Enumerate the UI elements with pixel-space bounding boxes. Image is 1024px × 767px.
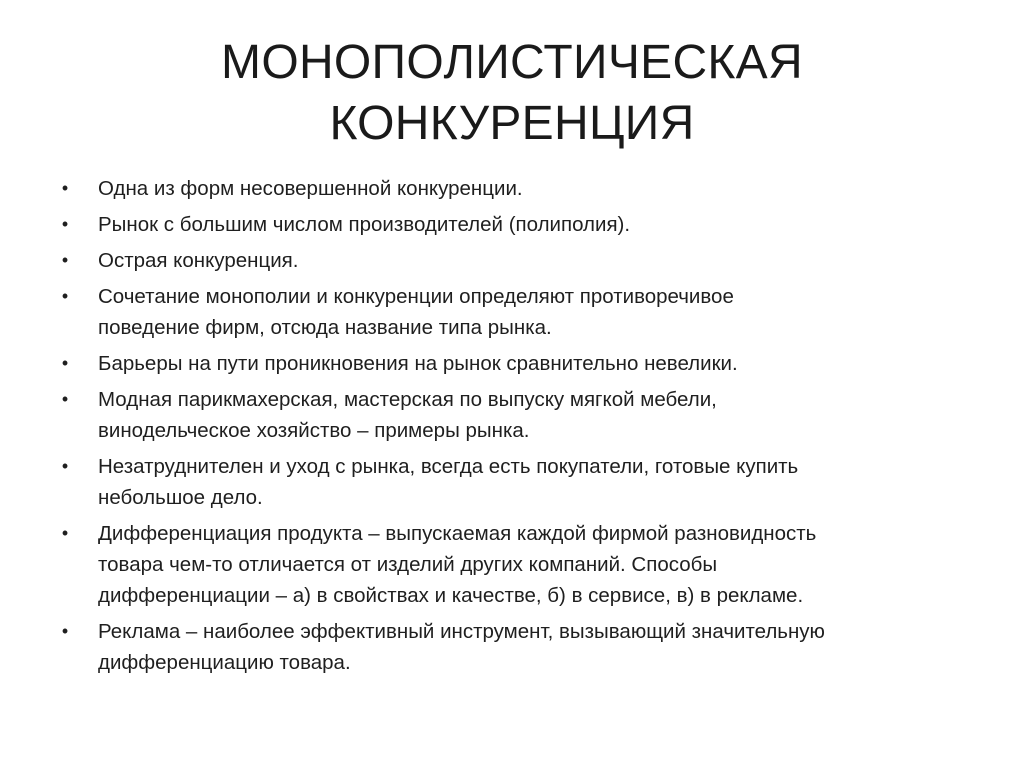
bullet-item	[58, 173, 958, 204]
bullet-text	[98, 245, 958, 276]
bullet-text	[98, 451, 958, 513]
bullet-line: Дифференциация продукта – выпускаемая каждой фирмой разновидность	[98, 522, 817, 545]
title-line-1: МОНОПОЛИСТИЧЕСКАЯ	[221, 36, 803, 89]
bullet-text	[98, 173, 958, 204]
bullet-line: Барьеры на пути проникновения на рынок сравнительно невелики.	[98, 352, 738, 375]
bullet-text	[98, 518, 958, 611]
bullet-item	[58, 384, 958, 446]
bullet-icon: •	[61, 456, 69, 476]
slide-title	[0, 32, 1024, 154]
bullet-line: Сочетание монополии и конкуренции определяют противоречивое	[98, 285, 734, 308]
bullet-icon: •	[61, 214, 69, 234]
bullet-item	[58, 209, 958, 240]
bullet-icon: •	[61, 286, 69, 306]
bullet-line: поведение фирм, отсюда название типа рынка.	[98, 316, 552, 339]
bullet-item	[58, 616, 958, 678]
bullet-line: Реклама – наиболее эффективный инструмент, вызывающий значительную	[98, 620, 825, 643]
bullet-line: Незатруднителен и уход с рынка, всегда есть покупатели, готовые купить	[98, 455, 799, 478]
bullet-text	[98, 348, 958, 379]
bullet-icon: •	[61, 621, 69, 641]
bullet-text	[98, 616, 958, 678]
bullet-icon: •	[61, 389, 69, 409]
bullet-line: Острая конкуренция.	[98, 249, 299, 272]
bullet-text	[98, 384, 958, 446]
bullet-item	[58, 451, 958, 513]
bullet-icon: •	[61, 523, 69, 543]
bullet-icon: •	[61, 250, 69, 270]
bullet-line: дифференциацию товара.	[98, 651, 351, 674]
bullet-item	[58, 281, 958, 343]
bullet-line: дифференциации – а) в свойствах и качестве, б) в сервисе, в) в рекламе.	[98, 584, 804, 607]
title-line-2: КОНКУРЕНЦИЯ	[329, 97, 695, 150]
bullet-text	[98, 209, 958, 240]
bullet-icon: •	[61, 178, 69, 198]
bullet-item	[58, 348, 958, 379]
bullet-line: небольшое дело.	[98, 486, 263, 509]
bullet-item	[58, 245, 958, 276]
bullet-text	[98, 281, 958, 343]
bullet-icon: •	[61, 353, 69, 373]
bullet-line: Модная парикмахерская, мастерская по выпуску мягкой мебели,	[98, 388, 717, 411]
bullet-line: Одна из форм несовершенной конкуренции.	[98, 177, 523, 200]
bullet-line: товара чем-то отличается от изделий других компаний. Способы	[98, 553, 718, 576]
bullet-line: винодельческое хозяйство – примеры рынка.	[98, 419, 530, 442]
bullet-list	[58, 173, 958, 683]
bullet-line: Рынок с большим числом производителей (полиполия).	[98, 213, 631, 236]
bullet-item	[58, 518, 958, 611]
